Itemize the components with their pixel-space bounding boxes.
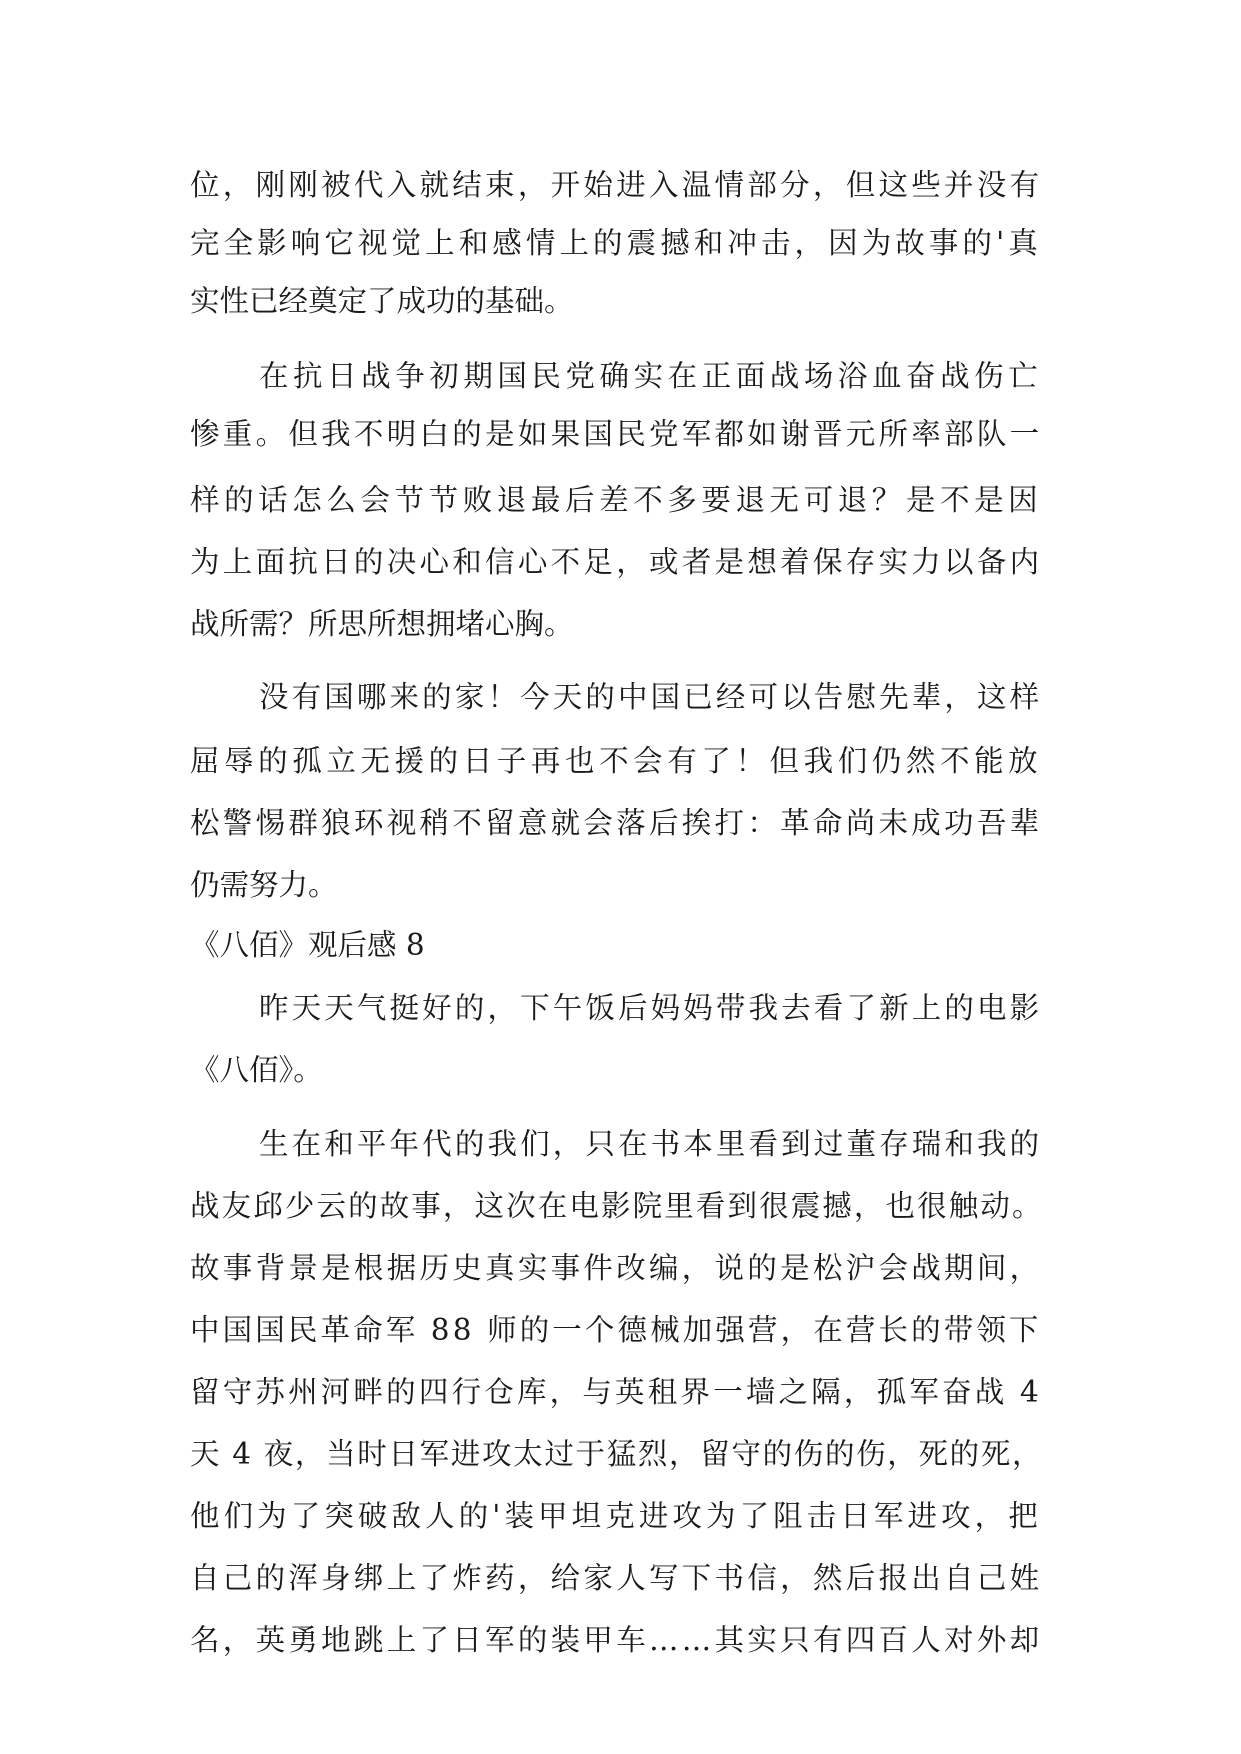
text-line: 没有国哪来的家！今天的中国已经可以告慰先辈，这样 <box>259 680 1043 714</box>
text-line: 战所需？所思所想拥堵心胸。 <box>190 607 574 641</box>
text-line: 为上面抗日的决心和信心不足，或者是想着保存实力以备内 <box>190 545 1043 579</box>
text-line: 他们为了突破敌人的'装甲坦克进攻为了阻击日军进攻，把 <box>190 1499 1042 1533</box>
text-line: 天 4 夜，当时日军进攻太过于猛烈，留守的伤的伤，死的死， <box>190 1437 1044 1471</box>
text-line: 昨天天气挺好的，下午饭后妈妈带我去看了新上的电影 <box>259 991 1043 1025</box>
section-heading: 《八佰》观后感 8 <box>190 928 425 962</box>
text-line: 松警惕群狼环视稍不留意就会落后挨打：革命尚未成功吾辈 <box>190 806 1043 840</box>
text-line: 故事背景是根据历史真实事件改编，说的是松沪会战期间， <box>190 1251 1043 1285</box>
text-line: 战友邱少云的故事，这次在电影院里看到很震撼，也很触动。 <box>190 1189 1044 1223</box>
text-line: 生在和平年代的我们，只在书本里看到过董存瑞和我的 <box>259 1127 1043 1161</box>
text-line: 《八佰》。 <box>190 1053 323 1087</box>
text-line: 中国国民革命军 88 师的一个德械加强营，在营长的带领下 <box>190 1313 1042 1347</box>
text-line: 惨重。但我不明白的是如果国民党军都如谢晋元所率部队一 <box>190 417 1043 451</box>
text-line: 实性已经奠定了成功的基础。 <box>190 284 574 318</box>
text-line: 自己的浑身绑上了炸药，给家人写下书信，然后报出自己姓 <box>190 1561 1043 1595</box>
text-line: 完全影响它视觉上和感情上的震撼和冲击，因为故事的'真 <box>190 226 1042 260</box>
text-line: 在抗日战争初期国民党确实在正面战场浴血奋战伤亡 <box>259 359 1043 393</box>
text-line: 位，刚刚被代入就结束，开始进入温情部分，但这些并没有 <box>190 168 1043 202</box>
text-line: 留守苏州河畔的四行仓库，与英租界一墙之隔，孤军奋战 4 <box>190 1375 1042 1409</box>
text-line: 名，英勇地跳上了日军的装甲车……其实只有四百人对外却 <box>190 1623 1043 1657</box>
text-line: 屈辱的孤立无援的日子再也不会有了！但我们仍然不能放 <box>190 744 1043 778</box>
text-line: 仍需努力。 <box>190 868 338 902</box>
text-line: 样的话怎么会节节败退最后差不多要退无可退？是不是因 <box>190 483 1043 517</box>
